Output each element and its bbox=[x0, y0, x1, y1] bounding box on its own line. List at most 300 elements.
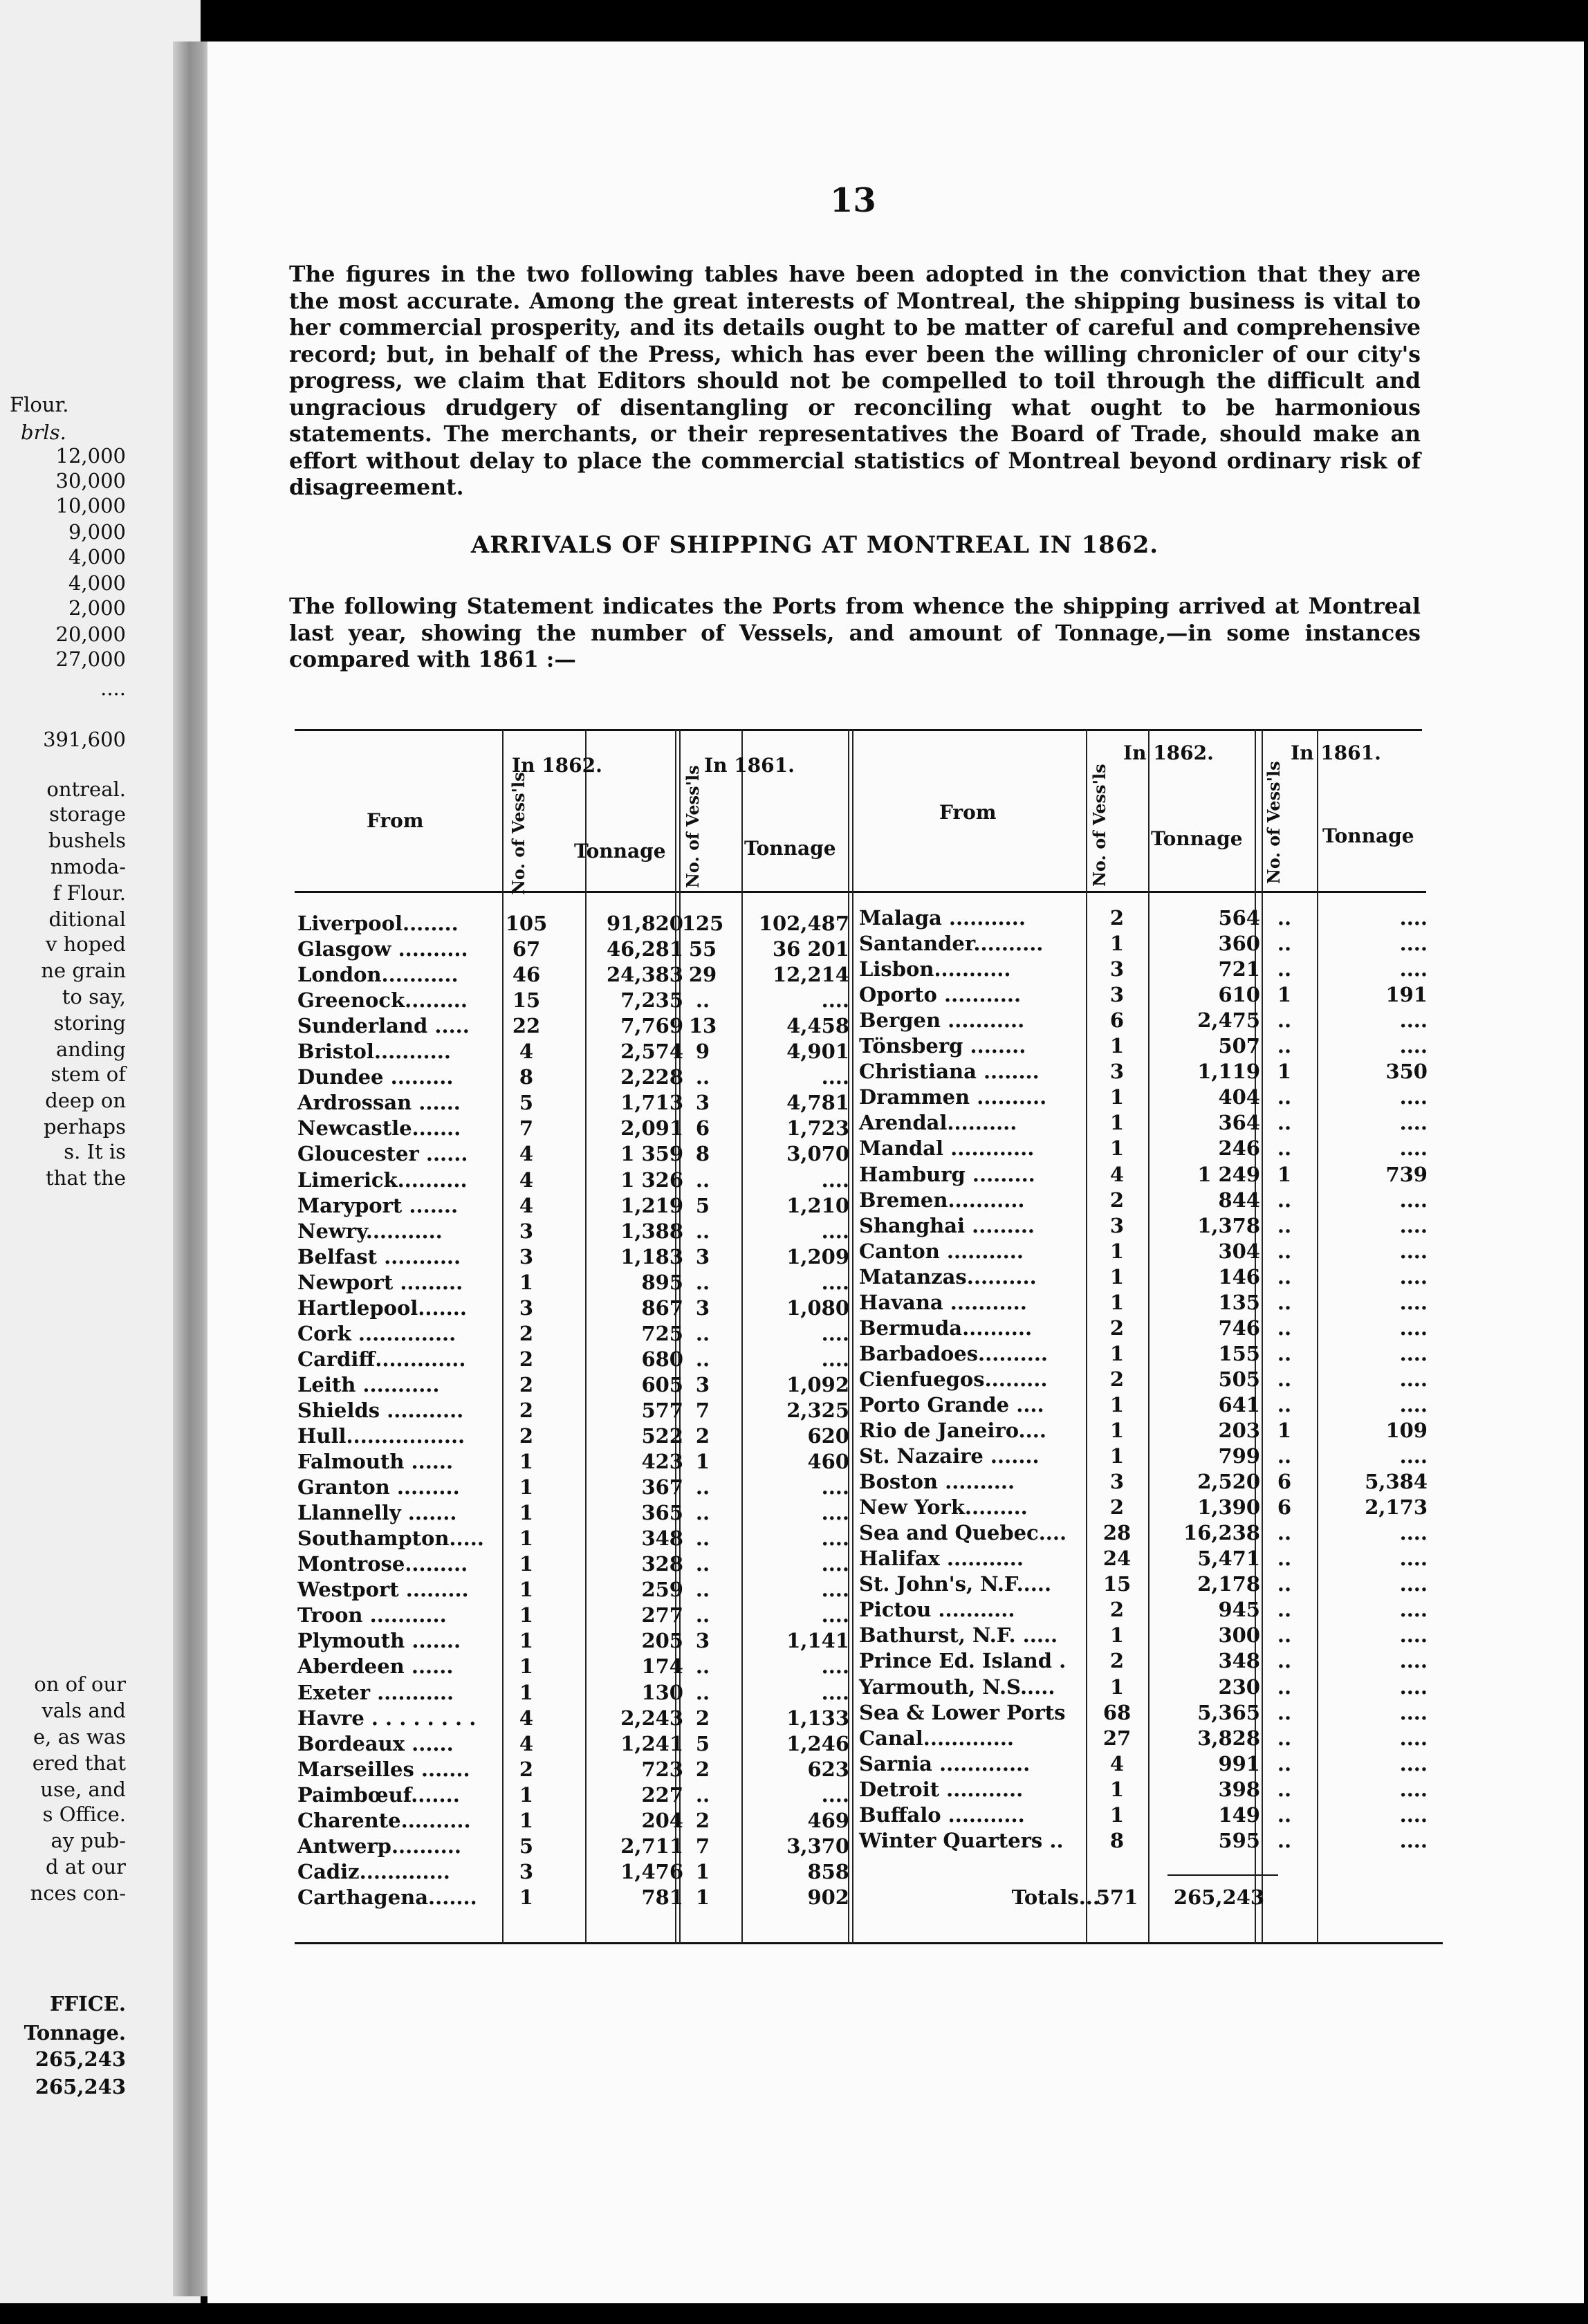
port-name: Newport ......... bbox=[297, 1270, 463, 1294]
vessels-1862: 3 bbox=[1109, 1213, 1125, 1237]
vessels-1861: .. bbox=[695, 1501, 710, 1525]
left-page-fragment: ontreal. bbox=[46, 777, 126, 801]
left-page-fragment: bushels bbox=[48, 829, 126, 852]
vessels-1862: 28 bbox=[1102, 1521, 1132, 1545]
port-name: Ardrossan ...... bbox=[297, 1091, 461, 1115]
port-name: Boston .......... bbox=[859, 1470, 1015, 1494]
port-name: Matanzas.......... bbox=[859, 1264, 1037, 1289]
tonnage-1862: 1,390 bbox=[1197, 1495, 1260, 1520]
tonnage-1862: 24,383 bbox=[607, 963, 683, 987]
left-page-fragment: d at our bbox=[46, 1855, 126, 1879]
table-top-rule bbox=[295, 729, 1422, 731]
port-name: St. John's, N.F..... bbox=[859, 1572, 1052, 1596]
port-name: New York......... bbox=[859, 1495, 1028, 1520]
vessels-1862: 5 bbox=[519, 1091, 534, 1115]
tonnage-1861: .... bbox=[1399, 1623, 1428, 1648]
tonnage-1861: .... bbox=[821, 1680, 849, 1704]
tonnage-1862: 348 bbox=[1218, 1649, 1260, 1673]
port-name: Cardiff............. bbox=[297, 1347, 466, 1371]
vessels-1861: 5 bbox=[695, 1731, 710, 1755]
tonnage-1861: .... bbox=[1399, 1213, 1428, 1237]
vessels-1862: 6 bbox=[1109, 1008, 1125, 1033]
left-page-fragment: vals and bbox=[41, 1699, 126, 1722]
port-name: Liverpool........ bbox=[297, 912, 459, 935]
vessels-1861: .. bbox=[1277, 1700, 1292, 1724]
tonnage-1861: .... bbox=[1399, 1136, 1428, 1161]
table-row-right bbox=[0, 1265, 1588, 1291]
port-name: Bathurst, N.F. ..... bbox=[859, 1623, 1058, 1648]
left-page-fragment: v hoped bbox=[45, 932, 126, 956]
vessels-1862: 3 bbox=[519, 1859, 534, 1883]
vessels-1861: .. bbox=[695, 1347, 710, 1371]
tonnage-1862: 155 bbox=[1218, 1341, 1260, 1365]
vessels-1861: .. bbox=[1277, 1213, 1292, 1237]
statement-paragraph: The following Statement indicates the Ports from whence the shipping arrived at Montreal last year, showing the number of Vessels, and amount of Tonnage,—in some instances compared with 1861 :— bbox=[289, 593, 1421, 672]
vessels-1861: 2 bbox=[695, 1757, 710, 1781]
left-page-fragment: perhaps bbox=[43, 1115, 126, 1138]
vessels-1862: 2 bbox=[1109, 1598, 1125, 1622]
vessels-1862: 4 bbox=[1109, 1751, 1125, 1776]
intro-paragraph: The figures in the two following tables have been adopted in the conviction that they are the most accurate. Among the great interests of Montreal, the shipping business is vital to her commercial prosperity, and its details ought to be matter of careful and comprehensive record; but, in behalf of the Press, which has ever been the willing chronicler of our city's progress, we claim that Editors should not be compelled to toil through the difficult and ungracious drudgery of disentangling or reconciling what ought to be harmonious statements. The merchants, or their representatives the Board of Trade, should make an effort without delay to place the commercial statistics of Montreal beyond ordinary risk of disagreement. bbox=[289, 261, 1421, 500]
vessels-1862: 3 bbox=[519, 1295, 534, 1320]
table-row-right bbox=[0, 1726, 1588, 1752]
tonnage-1862: 230 bbox=[1218, 1675, 1260, 1699]
table-row-right bbox=[0, 1419, 1588, 1444]
left-page-fragment: anding bbox=[55, 1038, 126, 1061]
tonnage-1862: 16,238 bbox=[1183, 1521, 1260, 1545]
vessels-1862: 4 bbox=[519, 1731, 534, 1755]
tonnage-1862: 867 bbox=[641, 1295, 683, 1320]
vessels-1862: 4 bbox=[1109, 1162, 1125, 1186]
tonnage-1862: 895 bbox=[641, 1270, 683, 1294]
port-name: Exeter ........... bbox=[297, 1680, 454, 1704]
table-row-right bbox=[0, 1649, 1588, 1675]
tonnage-1862: 404 bbox=[1218, 1085, 1260, 1109]
vessels-1861: 1 bbox=[1277, 1162, 1292, 1186]
port-name: Montrose......... bbox=[297, 1552, 468, 1576]
tonnage-1862: 2,178 bbox=[1197, 1572, 1260, 1596]
vessels-1862: 2 bbox=[519, 1757, 534, 1781]
vessels-1861: .. bbox=[1277, 1675, 1292, 1699]
tonnage-1861: .... bbox=[1399, 1572, 1428, 1596]
vessels-1861: .. bbox=[1277, 1777, 1292, 1801]
left-page-fragment: 30,000 bbox=[55, 469, 126, 492]
vessels-1861: 7 bbox=[695, 1834, 710, 1858]
tonnage-1861: 469 bbox=[807, 1808, 849, 1832]
port-name: Yarmouth, N.S..... bbox=[859, 1675, 1055, 1699]
left-page-fragment: Tonnage. bbox=[24, 2021, 126, 2045]
vessels-1861: .. bbox=[695, 1680, 710, 1704]
vessels-1862: 2 bbox=[519, 1398, 534, 1422]
tonnage-1861: .... bbox=[1399, 1239, 1428, 1263]
port-name: Gloucester ...... bbox=[297, 1142, 468, 1166]
vessels-1861: 3 bbox=[695, 1629, 710, 1653]
tonnage-1862: 1 249 bbox=[1197, 1162, 1260, 1186]
left-page-fragment: 265,243 bbox=[35, 2047, 126, 2071]
header-rule-left bbox=[295, 891, 856, 893]
vessels-1861: 1 bbox=[1277, 983, 1292, 1007]
tonnage-1861: .... bbox=[1399, 957, 1428, 981]
vessels-1861: .. bbox=[1277, 957, 1292, 981]
table-row-right bbox=[0, 1623, 1588, 1649]
vessels-1862: 24 bbox=[1102, 1547, 1132, 1571]
vessels-1862: 15 bbox=[1102, 1572, 1132, 1596]
vessels-1862: 4 bbox=[519, 1193, 534, 1217]
vessels-1861: .. bbox=[1277, 1572, 1292, 1596]
port-name: Plymouth ....... bbox=[297, 1629, 461, 1653]
tonnage-1861: .... bbox=[1399, 1008, 1428, 1033]
vessels-1861: 2 bbox=[695, 1808, 710, 1832]
vessels-1861: .. bbox=[1277, 1392, 1292, 1417]
vessels-1861: .. bbox=[1277, 1085, 1292, 1109]
vessels-1861: 6 bbox=[1277, 1495, 1292, 1520]
left-page-fragment: 20,000 bbox=[55, 622, 126, 646]
tonnage-1861: 109 bbox=[1385, 1419, 1428, 1442]
tonnage-1861: .... bbox=[1399, 1264, 1428, 1289]
vessels-1862: 3 bbox=[519, 1219, 534, 1243]
left-page-fragment: e, as was bbox=[33, 1725, 126, 1749]
tonnage-1862: 1,378 bbox=[1197, 1213, 1260, 1237]
tonnage-1862: 605 bbox=[641, 1372, 683, 1396]
tonnage-1862: 205 bbox=[641, 1629, 683, 1653]
vessels-1861: .. bbox=[695, 1270, 710, 1294]
header-in-1861-right: In 1861. bbox=[1291, 741, 1381, 764]
table-row-right bbox=[0, 1316, 1588, 1342]
tonnage-1862: 300 bbox=[1218, 1623, 1260, 1648]
tonnage-1861: 4,458 bbox=[786, 1014, 849, 1038]
vessels-1861: .. bbox=[1277, 906, 1292, 930]
left-page-fragment: FFICE. bbox=[49, 1992, 126, 2016]
vessels-1862: 7 bbox=[519, 1116, 534, 1141]
left-page-fragment: ay pub- bbox=[50, 1829, 126, 1852]
left-page-fragment: 10,000 bbox=[55, 494, 126, 517]
vessels-1862: 1 bbox=[1109, 1111, 1125, 1135]
left-page-fragment: on of our bbox=[34, 1672, 126, 1696]
port-name: Mandal ............ bbox=[859, 1136, 1035, 1161]
tonnage-1861: .... bbox=[821, 1475, 849, 1500]
table-row-right bbox=[0, 1701, 1588, 1726]
vessels-1862: 1 bbox=[1109, 932, 1125, 956]
vessels-1862: 1 bbox=[1109, 1290, 1125, 1314]
table-row-right bbox=[0, 1444, 1588, 1470]
port-name: Leith ........... bbox=[297, 1372, 440, 1396]
header-vessels-1861-right: No. of Vess'ls bbox=[1264, 761, 1284, 884]
port-name: Sunderland ..... bbox=[297, 1014, 470, 1038]
tonnage-1862: 945 bbox=[1218, 1598, 1260, 1622]
tonnage-1861: .... bbox=[1399, 906, 1428, 930]
tonnage-1862: 246 bbox=[1218, 1136, 1260, 1161]
tonnage-1861: 460 bbox=[807, 1450, 849, 1474]
tonnage-1861: .... bbox=[1399, 1290, 1428, 1314]
vessels-1862: 1 bbox=[1109, 1392, 1125, 1417]
port-name: Bremen........... bbox=[859, 1188, 1025, 1212]
table-row-right bbox=[0, 1829, 1588, 1854]
vessels-1862: 1 bbox=[519, 1808, 534, 1832]
port-name: Havre . . . . . . . . bbox=[297, 1706, 477, 1730]
vessels-1862: 1 bbox=[1109, 1802, 1125, 1827]
header-tonnage-1861-right: Tonnage bbox=[1322, 824, 1414, 847]
tonnage-1861: .... bbox=[821, 1065, 849, 1089]
tonnage-1861: 4,901 bbox=[786, 1040, 849, 1064]
tonnage-1861: .... bbox=[821, 988, 849, 1013]
tonnage-1861: 858 bbox=[807, 1859, 849, 1883]
tonnage-1862: 204 bbox=[641, 1808, 683, 1832]
tonnage-1862: 146 bbox=[1218, 1264, 1260, 1289]
tonnage-1862: 1,476 bbox=[620, 1859, 683, 1883]
vessels-1861: .. bbox=[695, 1603, 710, 1627]
vessels-1862: 1 bbox=[1109, 1034, 1125, 1058]
totals-vessels: 571 bbox=[1096, 1885, 1138, 1909]
tonnage-1862: 367 bbox=[641, 1475, 683, 1500]
tonnage-1862: 227 bbox=[641, 1782, 683, 1807]
tonnage-1861: 4,781 bbox=[786, 1091, 849, 1115]
vessels-1861: .. bbox=[1277, 1444, 1292, 1468]
vessels-1862: 2 bbox=[519, 1321, 534, 1345]
tonnage-1861: .... bbox=[821, 1782, 849, 1807]
tonnage-1862: 1,713 bbox=[620, 1091, 683, 1115]
left-page-fragment: 27,000 bbox=[55, 647, 126, 671]
vessels-1862: 1 bbox=[1109, 1444, 1125, 1468]
tonnage-1861: 102,487 bbox=[758, 912, 849, 935]
totals-tonnage: 265,243 bbox=[1173, 1885, 1264, 1909]
vessels-1862: 68 bbox=[1102, 1700, 1132, 1724]
vessels-1862: 67 bbox=[512, 937, 541, 961]
tonnage-1862: 3,828 bbox=[1197, 1726, 1260, 1750]
tonnage-1862: 564 bbox=[1218, 906, 1260, 930]
tonnage-1861: 1,723 bbox=[786, 1116, 849, 1141]
port-name: Falmouth ...... bbox=[297, 1450, 454, 1474]
vessels-1861: 1 bbox=[695, 1885, 710, 1909]
header-from-right: From bbox=[939, 801, 997, 824]
left-page-fragment: brls. bbox=[21, 421, 66, 444]
port-name: Carthagena....... bbox=[297, 1885, 477, 1909]
page-number: 13 bbox=[830, 181, 876, 220]
table-row-right bbox=[0, 1136, 1588, 1162]
tonnage-1862: 641 bbox=[1218, 1392, 1260, 1417]
tonnage-1861: 350 bbox=[1385, 1060, 1428, 1084]
tonnage-1861: .... bbox=[1399, 1085, 1428, 1109]
vessels-1861: .. bbox=[1277, 1802, 1292, 1827]
vessels-1862: 1 bbox=[519, 1270, 534, 1294]
vessels-1861: 2 bbox=[695, 1424, 710, 1448]
tonnage-1861: .... bbox=[1399, 1034, 1428, 1058]
left-page-fragment: 265,243 bbox=[35, 2075, 126, 2099]
vessels-1862: 2 bbox=[519, 1347, 534, 1371]
table-row-right bbox=[0, 983, 1588, 1008]
header-rule-right bbox=[856, 891, 1426, 893]
port-name: Aberdeen ...... bbox=[297, 1654, 454, 1679]
port-name: Shanghai ......... bbox=[859, 1213, 1035, 1237]
tonnage-1862: 364 bbox=[1218, 1111, 1260, 1135]
vessels-1862: 4 bbox=[519, 1142, 534, 1166]
tonnage-1862: 844 bbox=[1218, 1188, 1260, 1212]
vessels-1861: .. bbox=[1277, 1521, 1292, 1545]
tonnage-1861: .... bbox=[821, 1501, 849, 1525]
port-name: Bordeaux ...... bbox=[297, 1731, 454, 1755]
tonnage-1861: .... bbox=[821, 1219, 849, 1243]
port-name: Canal............. bbox=[859, 1726, 1015, 1750]
table-row-right bbox=[0, 1214, 1588, 1239]
vessels-1861: .. bbox=[1277, 1008, 1292, 1033]
vessels-1861: 9 bbox=[695, 1040, 710, 1064]
vessels-1861: 3 bbox=[695, 1295, 710, 1320]
left-page-fragment: .... bbox=[100, 676, 126, 700]
vessels-1862: 2 bbox=[1109, 1188, 1125, 1212]
tonnage-1861: .... bbox=[1399, 1598, 1428, 1622]
port-name: Troon ........... bbox=[297, 1603, 447, 1627]
port-name: Bristol........... bbox=[297, 1040, 451, 1064]
left-page-fragment: ditional bbox=[48, 907, 126, 931]
left-page-fragment: 2,000 bbox=[68, 596, 126, 620]
vessels-1862: 105 bbox=[505, 912, 548, 935]
left-page-fragment: to say, bbox=[62, 985, 126, 1008]
port-name: Glasgow .......... bbox=[297, 937, 468, 961]
table-row-right bbox=[0, 1239, 1588, 1265]
left-page-fragment: f Flour. bbox=[53, 881, 126, 905]
tonnage-1862: 130 bbox=[641, 1680, 683, 1704]
table-row-right bbox=[0, 1367, 1588, 1393]
port-name: Rio de Janeiro.... bbox=[859, 1419, 1046, 1442]
tonnage-1862: 725 bbox=[641, 1321, 683, 1345]
vessels-1862: 1 bbox=[519, 1603, 534, 1627]
header-vessels-1862-left: No. of Vess'ls bbox=[508, 772, 528, 895]
tonnage-1861: .... bbox=[1399, 1341, 1428, 1365]
vessels-1861: 55 bbox=[688, 937, 717, 961]
vessels-1862: 1 bbox=[519, 1578, 534, 1602]
vessels-1862: 1 bbox=[1109, 1239, 1125, 1263]
port-name: Belfast ........... bbox=[297, 1244, 461, 1269]
tonnage-1861: .... bbox=[1399, 1547, 1428, 1571]
vessels-1861: 1 bbox=[1277, 1060, 1292, 1084]
vessels-1862: 1 bbox=[1109, 1419, 1125, 1442]
tonnage-1862: 746 bbox=[1218, 1316, 1260, 1340]
tonnage-1861: .... bbox=[1399, 1649, 1428, 1673]
vessels-1862: 27 bbox=[1102, 1726, 1132, 1750]
tonnage-1861: 902 bbox=[807, 1885, 849, 1909]
port-name: London........... bbox=[297, 963, 459, 987]
tonnage-1861: 12,214 bbox=[773, 963, 849, 987]
tonnage-1861: .... bbox=[821, 1168, 849, 1192]
port-name: Newcastle....... bbox=[297, 1116, 461, 1141]
tonnage-1862: 522 bbox=[641, 1424, 683, 1448]
tonnage-1861: 739 bbox=[1385, 1162, 1428, 1186]
table-row-left bbox=[0, 1885, 1588, 1911]
table-row-right bbox=[0, 1060, 1588, 1085]
tonnage-1861: .... bbox=[1399, 1675, 1428, 1699]
tonnage-1862: 507 bbox=[1218, 1034, 1260, 1058]
tonnage-1861: 623 bbox=[807, 1757, 849, 1781]
tonnage-1862: 991 bbox=[1218, 1751, 1260, 1776]
tonnage-1861: .... bbox=[1399, 1111, 1428, 1135]
port-name: Prince Ed. Island . bbox=[859, 1649, 1067, 1673]
port-name: Havana ........... bbox=[859, 1290, 1027, 1314]
port-name: Malaga ........... bbox=[859, 906, 1026, 930]
table-bottom-rule bbox=[295, 1942, 1443, 1944]
header-tonnage-1861-left: Tonnage bbox=[744, 837, 836, 860]
vessels-1861: 3 bbox=[695, 1372, 710, 1396]
vessels-1861: .. bbox=[1277, 1598, 1292, 1622]
tonnage-1861: .... bbox=[821, 1603, 849, 1627]
tonnage-1861: .... bbox=[1399, 1802, 1428, 1827]
left-page-fragment: ne grain bbox=[41, 959, 126, 982]
vessels-1862: 2 bbox=[1109, 1495, 1125, 1520]
port-name: Westport ......... bbox=[297, 1578, 469, 1602]
tonnage-1862: 2,711 bbox=[620, 1834, 683, 1858]
tonnage-1861: .... bbox=[821, 1527, 849, 1551]
tonnage-1862: 1,119 bbox=[1197, 1060, 1260, 1084]
table-row-right bbox=[0, 1752, 1588, 1778]
table-row-right bbox=[0, 1547, 1588, 1572]
tonnage-1861: .... bbox=[821, 1347, 849, 1371]
vessels-1862: 1 bbox=[1109, 1085, 1125, 1109]
tonnage-1861: 1,209 bbox=[786, 1244, 849, 1269]
tonnage-1862: 7,235 bbox=[620, 988, 683, 1013]
left-page-fragment: nmoda- bbox=[50, 855, 126, 878]
vessels-1861: .. bbox=[695, 1654, 710, 1679]
port-name: Charente.......... bbox=[297, 1808, 471, 1832]
tonnage-1861: .... bbox=[1399, 1828, 1428, 1852]
tonnage-1861: 191 bbox=[1385, 983, 1428, 1007]
port-name: Canton ........... bbox=[859, 1239, 1024, 1263]
header-tonnage-1862-left: Tonnage bbox=[574, 840, 666, 863]
vessels-1862: 3 bbox=[1109, 983, 1125, 1007]
vessels-1862: 1 bbox=[519, 1552, 534, 1576]
tonnage-1861: 1,210 bbox=[786, 1193, 849, 1217]
tonnage-1861: 36 201 bbox=[773, 937, 849, 961]
header-in-1862-right: In 1862. bbox=[1123, 741, 1214, 764]
tonnage-1862: 423 bbox=[641, 1450, 683, 1474]
tonnage-1861: .... bbox=[1399, 1521, 1428, 1545]
left-page-fragment: Flour. bbox=[10, 393, 69, 416]
left-page-fragment: 9,000 bbox=[68, 520, 126, 544]
port-name: Halifax ........... bbox=[859, 1547, 1024, 1571]
tonnage-1861: .... bbox=[1399, 1700, 1428, 1724]
vessels-1861: .. bbox=[1277, 1316, 1292, 1340]
table-row-right bbox=[0, 1034, 1588, 1060]
vessels-1862: 2 bbox=[1109, 1649, 1125, 1673]
tonnage-1861: 620 bbox=[807, 1424, 849, 1448]
port-name: Paimbœuf....... bbox=[297, 1782, 460, 1807]
tonnage-1861: .... bbox=[1399, 1367, 1428, 1391]
vessels-1861: .. bbox=[1277, 1188, 1292, 1212]
table-row-right bbox=[0, 1291, 1588, 1316]
vessels-1861: .. bbox=[695, 1578, 710, 1602]
port-name: Marseilles ....... bbox=[297, 1757, 470, 1781]
vessels-1862: 1 bbox=[1109, 1675, 1125, 1699]
vessels-1862: 1 bbox=[1109, 1264, 1125, 1289]
vessels-1861: 29 bbox=[688, 963, 717, 987]
port-name: Antwerp.......... bbox=[297, 1834, 461, 1858]
port-name: Hamburg ......... bbox=[859, 1162, 1035, 1186]
vessels-1862: 8 bbox=[519, 1065, 534, 1089]
vessels-1862: 1 bbox=[519, 1475, 534, 1500]
vessels-1861: .. bbox=[695, 1552, 710, 1576]
port-name: Granton ......... bbox=[297, 1475, 460, 1500]
vessels-1862: 4 bbox=[519, 1040, 534, 1064]
left-page-fragment: s Office. bbox=[42, 1802, 126, 1826]
tonnage-1862: 135 bbox=[1218, 1290, 1260, 1314]
left-page-fragment: nces con- bbox=[30, 1881, 126, 1905]
tonnage-1862: 5,471 bbox=[1197, 1547, 1260, 1571]
tonnage-1862: 1,219 bbox=[620, 1193, 683, 1217]
tonnage-1862: 2,520 bbox=[1197, 1470, 1260, 1494]
port-name: Sarnia ............. bbox=[859, 1751, 1031, 1776]
vessels-1861: 2 bbox=[695, 1706, 710, 1730]
left-page-fragment: storage bbox=[49, 802, 126, 826]
tonnage-1862: 577 bbox=[641, 1398, 683, 1422]
table-row-right bbox=[0, 1085, 1588, 1111]
port-name: Newry........... bbox=[297, 1219, 443, 1243]
